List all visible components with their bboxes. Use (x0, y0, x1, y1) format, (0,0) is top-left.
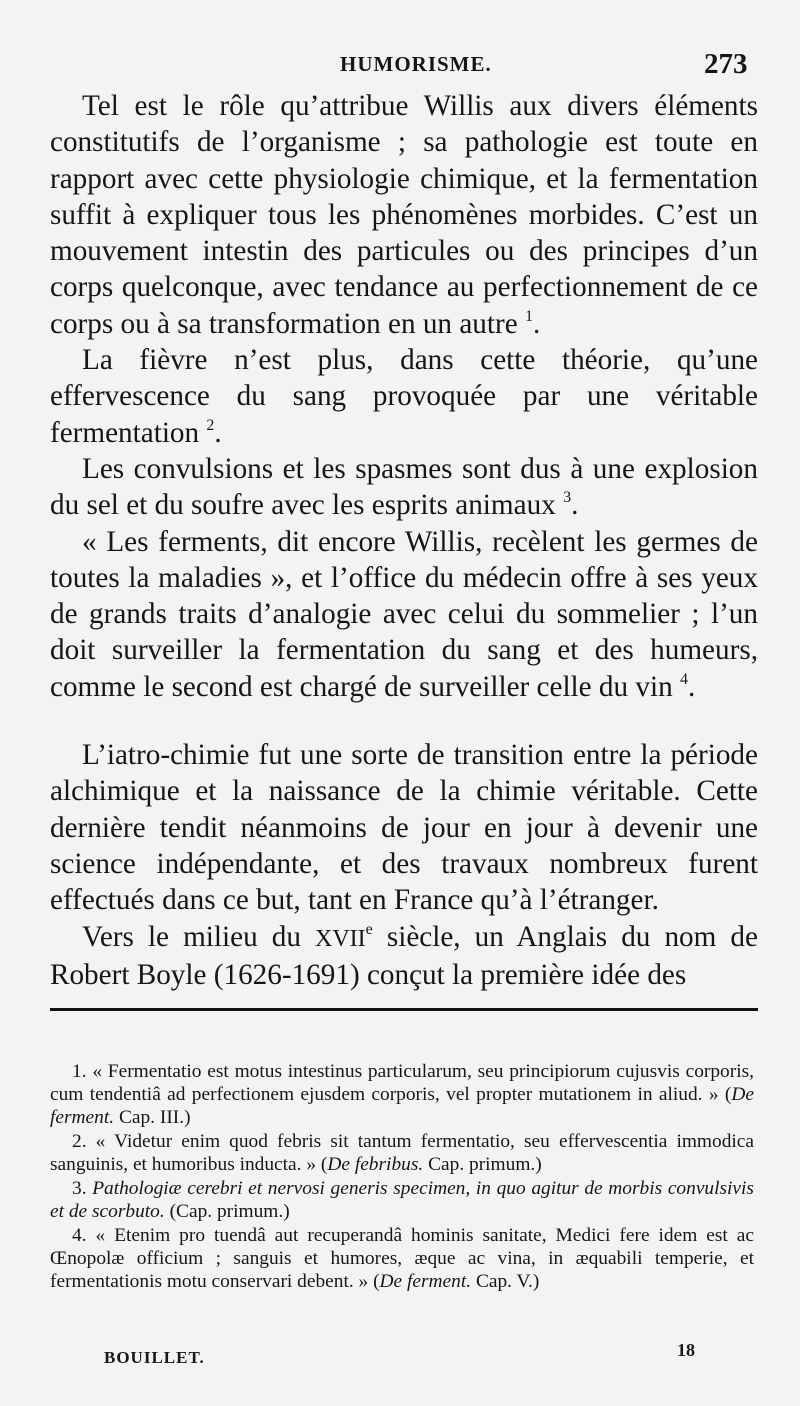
footnote: 4. « Etenim pro tuendâ aut recuperandâ hominis sanitate, Medici fere idem est ac Œnopolæ officium ; sanguis et humores, æque ac vina, in æquabili temperie, et fermentationis motu conservari debent. » (De ferment. Cap. V.) (50, 1224, 754, 1293)
footnote-rule (50, 1008, 758, 1011)
paragraph: « Les ferments, dit encore Willis, recèlent les germes de toutes la maladies », et l’office du médecin offre à ses yeux de grands traits d’analogie avec celui du sommelier ; l’un doit surveiller la fermentation du sang et des humeurs, comme le second est chargé de surveiller celle du vin $^4$. (50, 525, 758, 703)
page-number: 273 (704, 48, 748, 80)
footnote: 3. Pathologiæ cerebri et nervosi generis specimen, in quo agitur de morbis convulsivis et de scorbuto. (Cap. primum.) (50, 1178, 754, 1223)
running-title: HUMORISME. (340, 52, 492, 76)
footnote-ref[interactable]: 1 (524, 307, 533, 325)
footnote-ref[interactable]: 4 (680, 670, 688, 688)
footnote-ref[interactable]: 2 (206, 416, 215, 434)
paragraph: Les convulsions et les spasmes sont dus à une explosion du sel et du soufre avec les esprits animaux $^3$. (50, 452, 758, 522)
footnote-ref[interactable]: 3 (563, 489, 572, 507)
footnote: 1. « Fermentatio est motus intestinus particularum, seu principiorum cujusvis corporis, cum tendentiâ ad perfectionem ejusdem corporis, vel propter mutationem in aliud. » (De ferment. Cap. III.) (50, 1061, 754, 1129)
footnote: 2. « Videtur enim quod febris sit tantum fermentatio, seu effervescentia immodica sanguinis, et humoribus inducta. » (De febribus. Cap. primum.) (50, 1131, 754, 1176)
footnotes (50, 1060, 754, 1294)
paragraph: Tel est le rôle qu’attribue Willis aux divers éléments constitutifs de l’organisme ; sa pathologie est toute en rapport avec cette physiologie chimique, et la fermentation suffit à expliquer tous les phénomènes morbides. C’est un mouvement intestin des particules ou des principes d’un corps quelconque, avec tendance au perfectionnement de ce corps ou à sa transformation en un autre $^1$. (50, 90, 758, 340)
signature-number: 18 (677, 1340, 695, 1360)
author-signature: BOUILLET. (104, 1348, 205, 1367)
paragraph: L’iatro-chimie fut une sorte de transition entre la période alchimique et la naissance de la chimie véritable. Cette dernière tendit néanmoins de jour en jour à devenir une science indépendante, et des travaux nombreux furent effectués dans ce but, tant en France qu’à l’étranger. (50, 739, 758, 917)
paragraph: Vers le milieu du XVIIe siècle, un Anglais du nom de Robert Boyle (1626-1691) conçut la première idée des (50, 920, 758, 991)
paragraph: La fièvre n’est plus, dans cette théorie, qu’une effervescence du sang provoquée par une véritable fermentation $^2$. (50, 344, 758, 449)
main-text (50, 88, 758, 993)
